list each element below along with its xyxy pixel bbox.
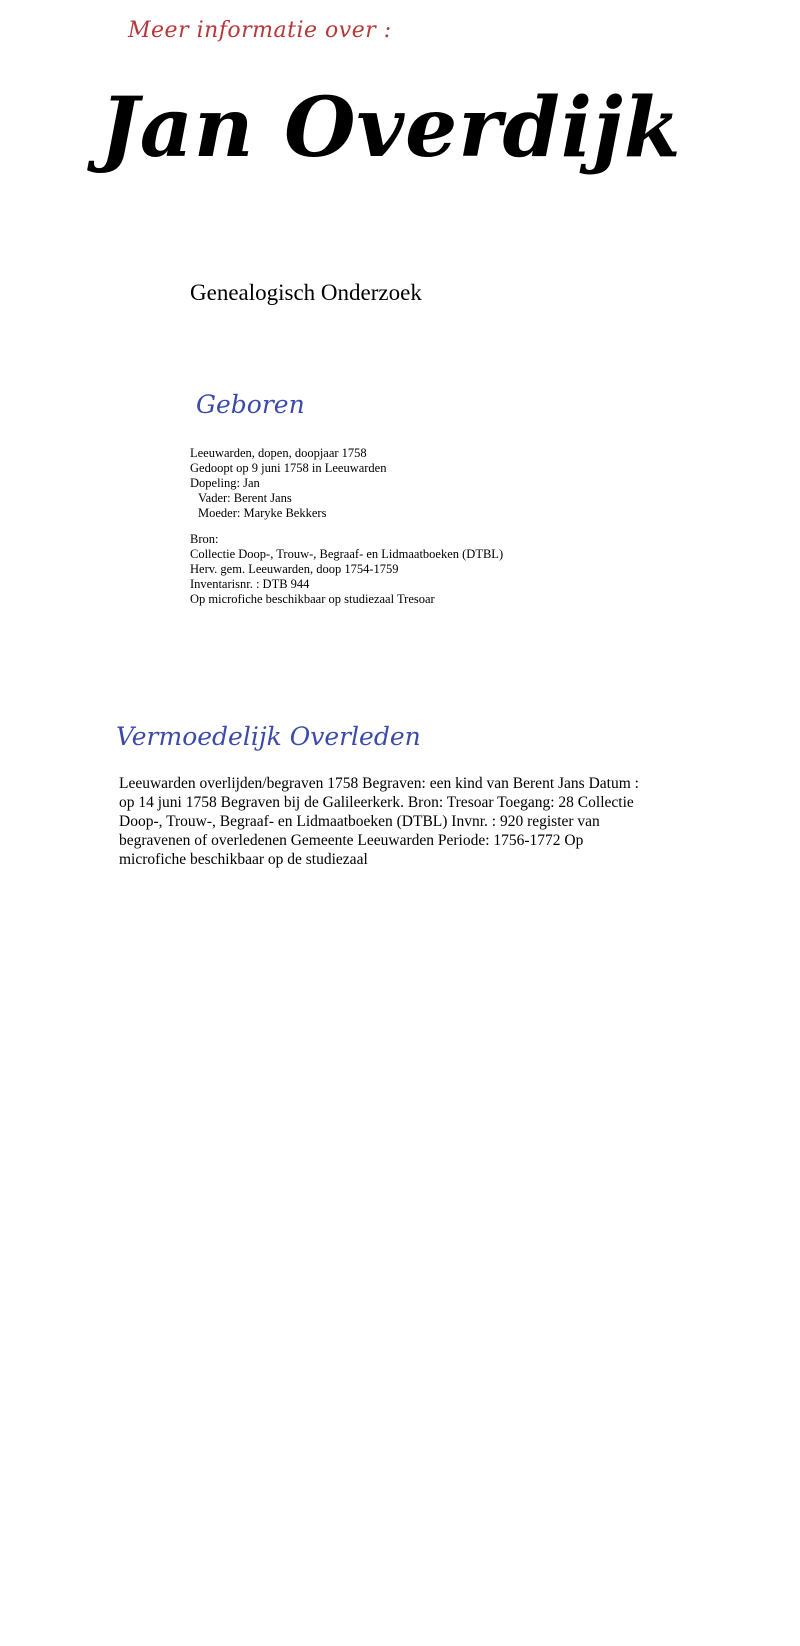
- born-line-register: Leeuwarden, dopen, doopjaar 1758: [190, 446, 367, 460]
- born-source: [190, 532, 750, 607]
- page-subtitle: Genealogisch Onderzoek: [190, 280, 422, 305]
- pre-title: Meer informatie over :: [128, 18, 392, 43]
- source-register: Herv. gem. Leeuwarden, doop 1754-1759: [190, 562, 399, 576]
- born-line-baptized: Gedoopt op 9 juni 1758 in Leeuwarden: [190, 461, 387, 475]
- page-title: Jan Overdijk: [100, 80, 682, 176]
- born-line-child: Dopeling: Jan: [190, 476, 260, 490]
- born-record: [190, 446, 750, 607]
- source-inventory: Inventarisnr. : DTB 944: [190, 577, 310, 591]
- born-line-mother: Moeder: Maryke Bekkers: [198, 506, 327, 520]
- death-heading: Vermoedelijk Overleden: [116, 722, 421, 751]
- source-label: Bron:: [190, 532, 219, 546]
- born-heading: Geboren: [196, 390, 305, 419]
- born-line-father: Vader: Berent Jans: [198, 491, 292, 505]
- death-record-text: Leeuwarden overlijden/begraven 1758 Begraven: een kind van Berent Jans Datum : op 14 juni 1758 Begraven bij de Galileerkerk. Bron: Tresoar Toegang: 28 Collectie Doop-, Trouw-, Begraaf- en Lidmaatboeken (DTBL) Invnr. : 920 register van begravenen of overledenen Gemeente Leeuwarden Periode: 1756-1772 Op microfiche beschikbaar op de studiezaal: [119, 775, 639, 868]
- source-collection: Collectie Doop-, Trouw-, Begraaf- en Lidmaatboeken (DTBL): [190, 547, 504, 561]
- source-availability: Op microfiche beschikbaar op studiezaal Tresoar: [190, 592, 435, 606]
